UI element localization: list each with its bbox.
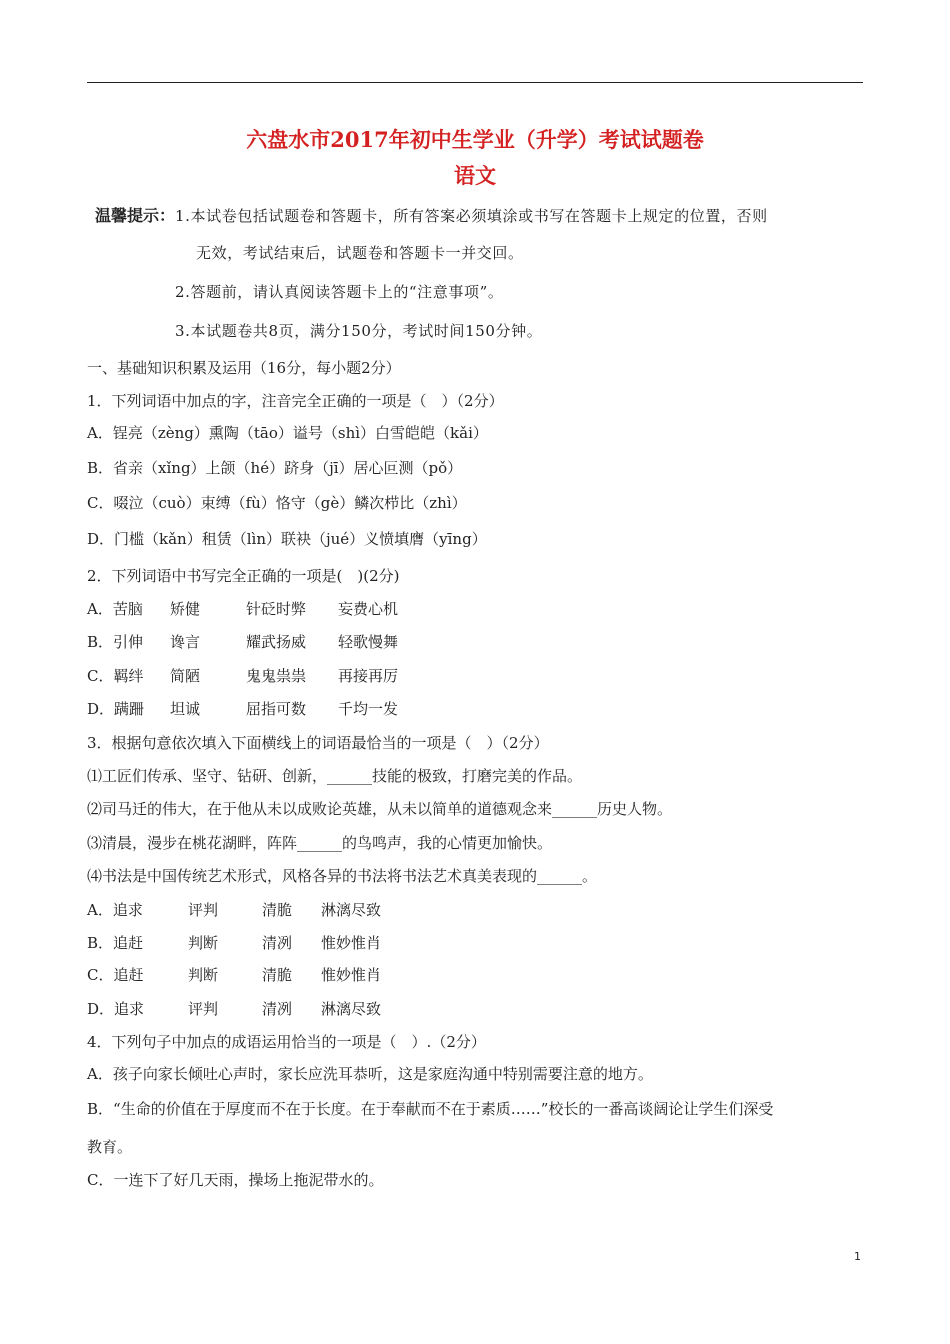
- question-1-option-d: D．门槛（kǎn）租赁（lìn）联袂（jué）义愤填膺（yīng）: [87, 530, 487, 548]
- q2-d-word-1: D．蹒跚: [87, 700, 145, 718]
- header-rule: [87, 82, 863, 83]
- notice-item-3: 3.本试题卷共8页，满分150分，考试时间150分钟。: [175, 322, 543, 340]
- q2-a-word-3: 针砭时弊: [246, 600, 307, 618]
- q2-d-word-3: 屈指可数: [246, 700, 307, 718]
- page-number: 1: [854, 1250, 861, 1263]
- question-1-option-c: C．啜泣（cuò）束缚（fù）恪守（gè）鳞次栉比（zhì）: [87, 494, 467, 512]
- q4-option-b-cont: 教育。: [87, 1138, 133, 1156]
- q3-c-word-4: 惟妙惟肖: [321, 966, 382, 984]
- q3-d-word-2: 评判: [188, 1000, 219, 1018]
- notice-item-1: 1.本试卷包括试题卷和答题卡，所有答案必须填涂或书写在答题卡上规定的位置，否则: [175, 207, 768, 225]
- q3-c-word-1: C．追赶: [87, 966, 144, 984]
- q2-b-word-4: 轻歌慢舞: [338, 633, 399, 651]
- q3-a-word-4: 淋漓尽致: [321, 901, 382, 919]
- q2-d-word-4: 千均一发: [338, 700, 399, 718]
- q3-d-word-1: D．追求: [87, 1000, 145, 1018]
- q3-b-word-2: 判断: [188, 934, 219, 952]
- q4-option-b: B．“生命的价值在于厚度而不在于长度。在于奉献而不在于素质……”校长的一番高谈阔论让学生们深受: [87, 1100, 774, 1118]
- q3-b-word-4: 惟妙惟肖: [321, 934, 382, 952]
- question-1-stem: 1．下列词语中加点的字，注音完全正确的一项是（ ）（2分）: [87, 392, 504, 410]
- q2-b-word-3: 耀武扬威: [246, 633, 307, 651]
- question-2-stem: 2．下列词语中书写完全正确的一项是( )(2分): [87, 567, 400, 585]
- question-4-stem: 4．下列句子中加点的成语运用恰当的一项是（ ）.（2分）: [87, 1033, 486, 1051]
- q3-sentence-3: ⑶清晨，漫步在桃花湖畔，阵阵______的鸟鸣声，我的心情更加愉快。: [87, 834, 553, 852]
- q2-c-word-2: 简陋: [170, 667, 201, 685]
- exam-title: 六盘水市2017年初中生学业（升学）考试试题卷: [246, 127, 704, 152]
- q4-option-c: C．一连下了好几天雨，操场上拖泥带水的。: [87, 1171, 384, 1189]
- section-heading: 一、基础知识积累及运用（16分，每小题2分）: [87, 359, 401, 377]
- q3-a-word-3: 清脆: [262, 901, 293, 919]
- q2-a-word-1: A．苦脑: [87, 600, 143, 618]
- q2-a-word-4: 妄费心机: [338, 600, 399, 618]
- question-3-stem: 3．根据句意依次填入下面横线上的词语最恰当的一项是（ ）（2分）: [87, 734, 549, 752]
- notice-label: 温馨提示：: [95, 206, 176, 225]
- question-1-option-b: B．省亲（xǐng）上颌（hé）跻身（jī）居心叵测（pǒ）: [87, 459, 463, 477]
- q3-c-word-2: 判断: [188, 966, 219, 984]
- q4-option-a: A．孩子向家长倾吐心声时，家长应洗耳恭听，这是家庭沟通中特别需要注意的地方。: [87, 1065, 653, 1083]
- q3-d-word-3: 清冽: [262, 1000, 293, 1018]
- q3-a-word-1: A．追求: [87, 901, 143, 919]
- q3-sentence-1: ⑴工匠们传承、坚守、钻研、创新，______技能的极致，打磨完美的作品。: [87, 767, 583, 785]
- q2-a-word-2: 矫健: [170, 600, 201, 618]
- q3-b-word-1: B．追赶: [87, 934, 144, 952]
- q3-c-word-3: 清脆: [262, 966, 293, 984]
- notice-item-2: 2.答题前，请认真阅读答题卡上的“注意事项”。: [175, 283, 504, 301]
- q2-c-word-1: C．羁绊: [87, 667, 144, 685]
- notice-item-1-cont: 无效，考试结束后，试题卷和答题卡一并交回。: [196, 244, 524, 262]
- q3-b-word-3: 清冽: [262, 934, 293, 952]
- q2-c-word-3: 鬼鬼祟祟: [246, 667, 307, 685]
- q3-a-word-2: 评判: [188, 901, 219, 919]
- q2-b-word-2: 谗言: [170, 633, 201, 651]
- subject-title: 语文: [454, 163, 496, 188]
- question-1-option-a: A．锃亮（zèng）熏陶（tāo）谥号（shì）白雪皑皑（kǎi）: [87, 424, 488, 442]
- q2-b-word-1: B．引伸: [87, 633, 144, 651]
- q3-sentence-2: ⑵司马迁的伟大，在于他从未以成败论英雄，从未以简单的道德观念来______历史人物。: [87, 800, 673, 818]
- q2-c-word-4: 再接再厉: [338, 667, 399, 685]
- notice-line-1: [95, 203, 768, 226]
- q3-sentence-4: ⑷书法是中国传统艺术形式，风格各异的书法将书法艺术真美表现的______。: [87, 867, 598, 885]
- q3-d-word-4: 淋漓尽致: [321, 1000, 382, 1018]
- q2-d-word-2: 坦诚: [170, 700, 201, 718]
